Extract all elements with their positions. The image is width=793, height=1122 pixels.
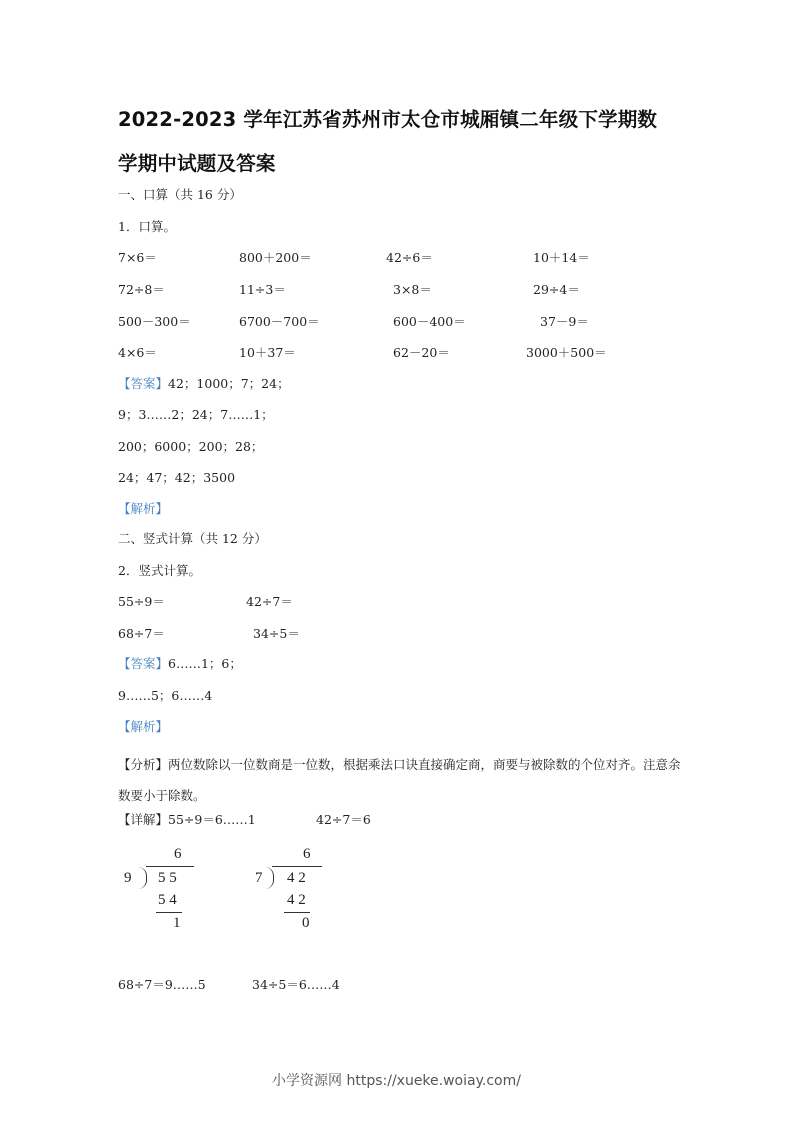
long-division-2	[248, 840, 338, 940]
long-division-1	[118, 840, 208, 940]
answer-label: 【答案】	[118, 376, 169, 391]
quotient: 6	[174, 846, 182, 862]
product: 5 4	[158, 892, 177, 908]
analysis-label: 【解析】	[118, 501, 169, 516]
answer-line: 200；6000；200；28；	[118, 439, 264, 454]
analysis-paragraph: 【分析】两位数除以一位数商是一位数，根据乘法口诀直接确定商，商要与被除数的个位对齐。注意余数要小于除数。	[118, 757, 681, 803]
subtraction-bar	[284, 912, 310, 913]
problem: 10＋14＝	[533, 250, 590, 265]
problem: 55÷9＝	[118, 594, 165, 609]
problem: 3000＋500＝	[526, 345, 607, 360]
answer-line: 24；47；42；3500	[118, 470, 236, 485]
answer-text: 6……1；6；	[168, 656, 242, 671]
dividend: 5 5	[158, 870, 177, 886]
problem: 62－20＝	[393, 345, 450, 360]
detail-eq: 34÷5＝6……4	[252, 977, 340, 992]
detail-eq: 55÷9＝6……1	[168, 812, 256, 827]
section2-answer	[118, 656, 242, 672]
dividend: 4 2	[287, 870, 306, 886]
problem: 29÷4＝	[533, 282, 580, 297]
problem: 42÷7＝	[246, 594, 293, 609]
section1-answer	[118, 376, 290, 392]
analysis-label: 【解析】	[118, 719, 169, 734]
document-title-line2: 学期中试题及答案	[118, 152, 276, 175]
quotient: 6	[303, 846, 311, 862]
detail-line	[118, 812, 256, 828]
detail-label: 【详解】	[118, 812, 169, 827]
divisor: 7	[255, 870, 263, 886]
section2-heading: 二、竖式计算（共 12 分）	[118, 531, 267, 546]
division-bar	[272, 866, 322, 867]
document-title-line1: 2022-2023 学年江苏省苏州市太仓市城厢镇二年级下学期数	[118, 108, 658, 131]
problem: 10＋37＝	[239, 345, 296, 360]
problem: 6700－700＝	[239, 314, 320, 329]
remainder: 1	[173, 915, 181, 931]
answer-label: 【答案】	[118, 656, 169, 671]
problem: 68÷7＝	[118, 626, 165, 641]
footer-watermark: 小学资源网 https://xueke.woiay.com/	[272, 1073, 521, 1089]
subtraction-bar	[156, 912, 182, 913]
problem: 72÷8＝	[118, 282, 165, 297]
answer-line: 9；3……2；24；7……1；	[118, 407, 274, 422]
problem: 42÷6＝	[386, 250, 433, 265]
section1-heading: 一、口算（共 16 分）	[118, 187, 242, 202]
problem: 4×6＝	[118, 345, 157, 360]
answer-line: 9……5；6……4	[118, 688, 213, 703]
problem: 37－9＝	[540, 314, 589, 329]
problem: 7×6＝	[118, 250, 157, 265]
problem: 3×8＝	[393, 282, 432, 297]
divisor: 9	[124, 870, 132, 886]
division-bar	[146, 866, 194, 867]
detail-eq: 42÷7＝6	[316, 812, 371, 827]
product: 4 2	[287, 892, 306, 908]
problem: 500－300＝	[118, 314, 191, 329]
problem: 11÷3＝	[239, 282, 286, 297]
remainder: 0	[302, 915, 310, 931]
detail-eq: 68÷7＝9……5	[118, 977, 206, 992]
answer-text: 42；1000；7；24；	[168, 376, 290, 391]
problem: 34÷5＝	[253, 626, 300, 641]
problem: 800＋200＝	[239, 250, 312, 265]
section1-question: 1．口算。	[118, 219, 176, 234]
division-bracket	[265, 867, 274, 889]
problem: 600－400＝	[393, 314, 466, 329]
division-bracket	[138, 867, 147, 889]
section2-question: 2．竖式计算。	[118, 563, 201, 578]
